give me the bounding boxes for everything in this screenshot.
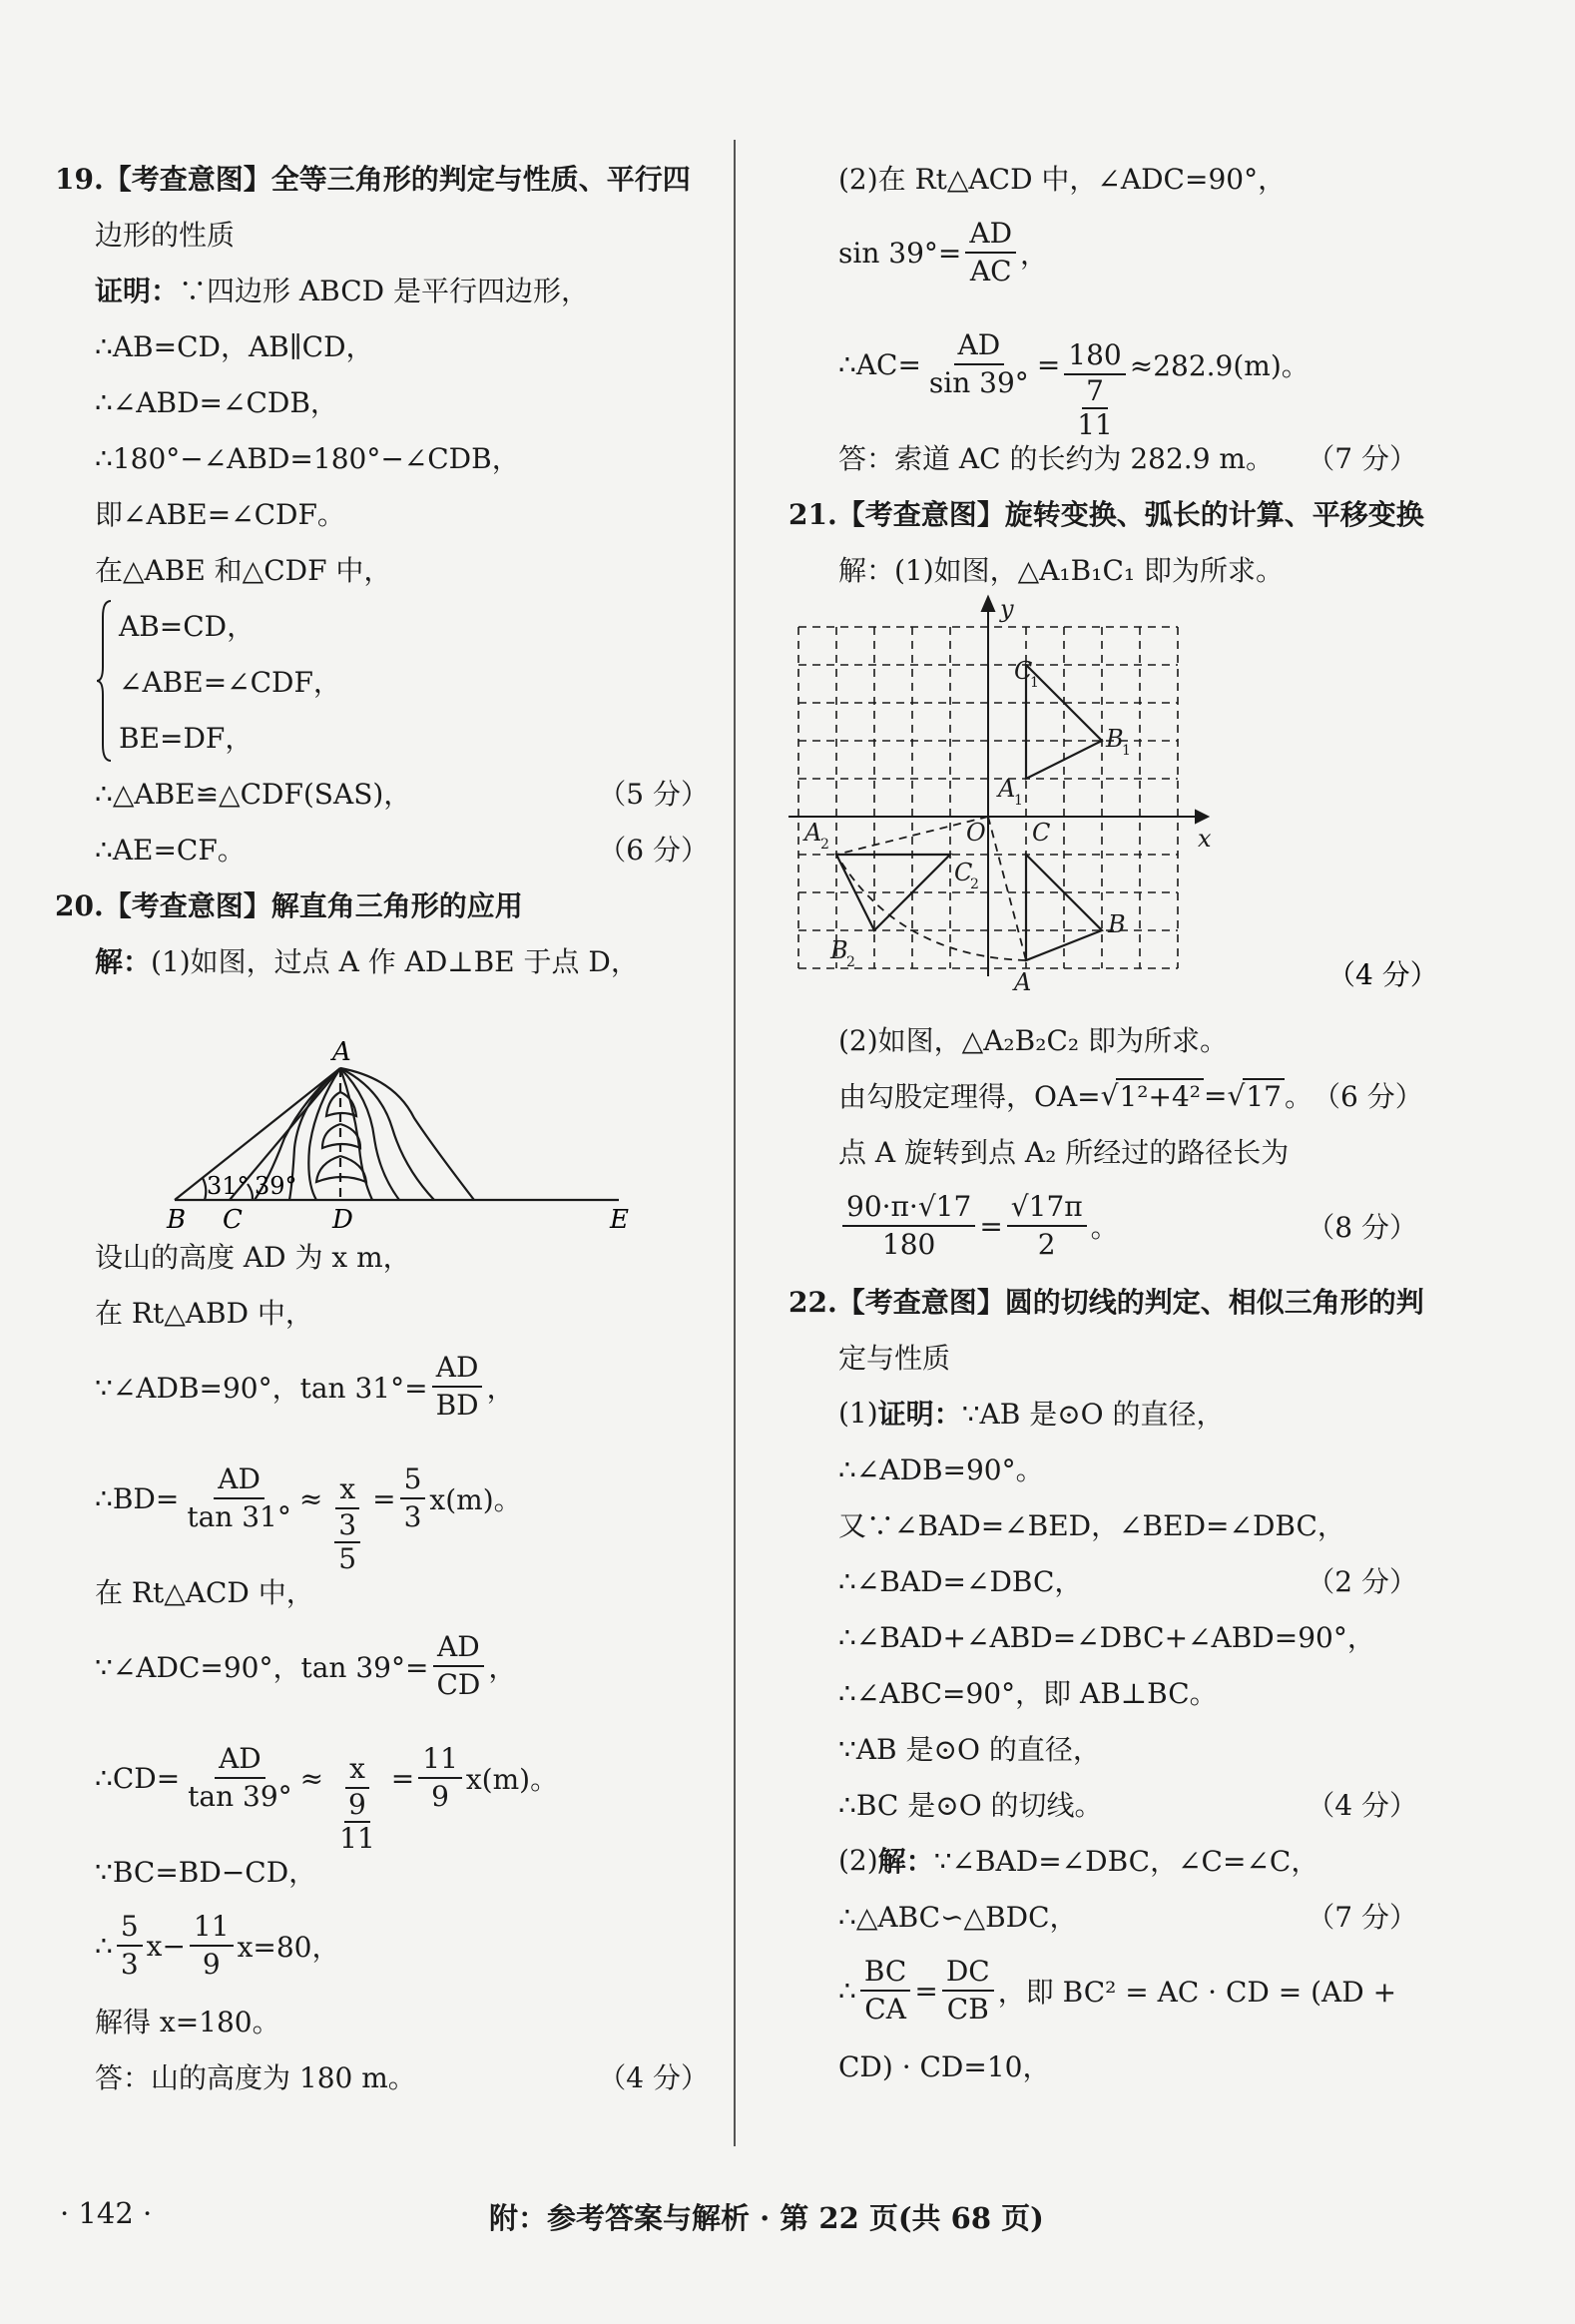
mountain-diagram	[55, 988, 709, 1235]
fraction	[117, 1909, 143, 1983]
denominator: BD	[435, 1389, 479, 1422]
text: =	[979, 1209, 1003, 1243]
label-A: A	[1014, 968, 1032, 996]
rotation-arc	[836, 855, 1026, 960]
denominator: tan 39°	[188, 1780, 292, 1813]
text: ∴∠BAD=∠DBC，	[838, 1565, 1083, 1598]
q22-l11	[788, 1944, 1417, 2037]
q19-l3: ∴∠ABD=∠CDB，	[95, 386, 338, 419]
q20-l3: 在 Rt△ABD 中，	[95, 1297, 313, 1330]
q20-l11: 解得 x=180。	[95, 2006, 280, 2038]
score: （7 分）	[1307, 1901, 1417, 1934]
q20-l4	[55, 1340, 709, 1434]
q22-l10-row	[788, 1888, 1417, 1944]
text: =	[390, 1761, 415, 1795]
q19-l6: 在△ABE 和△CDF 中，	[95, 554, 392, 587]
numerator: BC	[860, 1954, 911, 1992]
text: ≈	[299, 1761, 324, 1795]
label-B2: B	[830, 936, 848, 964]
fraction	[190, 1909, 234, 1983]
q22-l6: ∴∠ABC=90°，即 AB⊥BC。	[838, 1677, 1218, 1710]
inner-fraction	[334, 1509, 360, 1575]
denominator: CD	[436, 1668, 481, 1701]
denominator: 11	[339, 1822, 375, 1855]
sqrt-icon: √	[1227, 1078, 1246, 1112]
score: （6 分）	[1312, 1080, 1423, 1113]
q19-header-cont: 边形的性质	[95, 219, 236, 252]
sys-line3: BE=DF，	[119, 722, 254, 755]
numerator: DC	[942, 1954, 994, 1992]
numerator: 9	[344, 1789, 370, 1823]
q20b-l4: 答：索道 AC 的长约为 282.9 m。	[838, 442, 1274, 475]
angle-39: 39°	[255, 1172, 297, 1200]
q19-l1: ∵四边形 ABCD 是平行四边形，	[179, 275, 590, 307]
q21-l3	[788, 1067, 1423, 1123]
compound-fraction	[326, 1471, 368, 1575]
numerator: AD	[432, 1350, 483, 1388]
q22-l2: ∴∠ADB=90°。	[838, 1453, 1044, 1486]
label-B: B	[167, 1205, 187, 1235]
solution-label: 解：	[877, 1845, 934, 1878]
q20-l12: 答：山的高度为 180 m。	[95, 2061, 416, 2094]
subscript: 1	[1122, 743, 1131, 759]
numerator: x	[345, 1751, 369, 1789]
sqrt-icon: √	[1100, 1078, 1119, 1112]
denominator: CA	[864, 1993, 906, 2026]
q22-l8-row	[788, 1776, 1417, 1832]
text: ≈	[298, 1481, 323, 1515]
score: （4 分）	[598, 2061, 709, 2094]
solution-label: 解：	[95, 945, 152, 978]
score: （5 分）	[598, 778, 709, 811]
text: =	[1204, 1078, 1228, 1112]
text: =	[372, 1481, 396, 1515]
text: x=80，	[237, 1931, 340, 1964]
q21-header: 21.【考查意图】旋转变换、弧长的计算、平移变换	[788, 498, 1424, 531]
numerator: AD	[214, 1461, 264, 1499]
text: ∴△ABC∽△BDC，	[838, 1901, 1078, 1934]
denominator: AC	[969, 255, 1012, 288]
denominator	[1065, 375, 1125, 441]
denominator: sin 39°	[928, 366, 1029, 399]
denominator: CB	[946, 1993, 989, 2026]
footer-title: 附：参考答案与解析 · 第 22 页(共 68 页)	[489, 2201, 1044, 2235]
q22-l5: ∴∠BAD+∠ABD=∠DBC+∠ABD=90°，	[838, 1621, 1375, 1654]
q20-l8	[55, 1713, 709, 1855]
label-C: C	[1032, 819, 1051, 847]
mountain-figure	[55, 988, 709, 1235]
score: （4 分）	[1307, 1789, 1417, 1822]
fraction	[860, 1954, 911, 2028]
fraction	[432, 1350, 483, 1424]
radicand: 1²+4²	[1116, 1078, 1204, 1113]
q20-l9: ∵BC=BD−CD，	[95, 1856, 317, 1889]
q21-l5	[788, 1179, 1417, 1273]
label-A: A	[332, 1037, 351, 1067]
fraction	[942, 1954, 994, 2028]
label-O: O	[966, 819, 986, 847]
page-footer	[0, 2186, 1575, 2246]
label-B1: B	[1106, 725, 1124, 753]
q20-l1: (1)如图，过点 A 作 AD⊥BE 于点 D，	[151, 945, 639, 978]
q19-l8-row	[55, 821, 709, 876]
q22-l9	[788, 1832, 1417, 1888]
denominator: tan 31°	[187, 1500, 291, 1533]
q20-l7	[55, 1619, 709, 1713]
q20-l6: 在 Rt△ACD 中，	[95, 1576, 314, 1609]
fraction	[184, 1741, 296, 1815]
sys-line1: AB=CD，	[119, 610, 256, 643]
sys-line2: ∠ABE=∠CDF，	[119, 666, 341, 699]
equation-system	[55, 597, 709, 765]
q21-l2: (2)如图，△A₂B₂C₂ 即为所求。	[838, 1024, 1228, 1057]
text: ∵∠ADC=90°，tan 39°=	[95, 1651, 429, 1684]
q20-l2: 设山的高度 AD 为 x m，	[95, 1241, 411, 1274]
text: ，	[1020, 238, 1049, 271]
text: x−	[146, 1929, 186, 1963]
subscript: 2	[970, 876, 979, 892]
text: ，即 BC² = AC · CD = (AD +	[997, 1976, 1397, 2009]
denominator: 11	[1077, 408, 1113, 441]
q20-header: 20.【考查意图】解直角三角形的应用	[55, 889, 523, 922]
left-column	[55, 150, 709, 2104]
text: =	[1036, 347, 1061, 381]
text: 。	[1090, 1211, 1119, 1244]
inner-fraction	[335, 1789, 379, 1855]
label-C2: C	[954, 859, 973, 886]
score: （4 分）	[1327, 958, 1438, 991]
label-C: C	[223, 1205, 243, 1235]
column-divider	[734, 140, 736, 2146]
label-B: B	[1108, 910, 1126, 938]
text: 由勾股定理得，OA=	[838, 1080, 1101, 1113]
denominator: 9	[202, 1948, 221, 1981]
numerator: AD	[215, 1741, 265, 1779]
text: ∴	[838, 1974, 856, 2008]
label-y: y	[1000, 595, 1014, 623]
denominator: 5	[338, 1542, 357, 1575]
score: （2 分）	[1307, 1565, 1417, 1598]
fraction	[965, 216, 1016, 290]
denominator	[327, 1789, 387, 1855]
text: ∴AC=	[838, 347, 921, 381]
x-arrow-icon	[1196, 811, 1208, 823]
numerator: 3	[334, 1509, 360, 1543]
text: ，	[486, 1372, 515, 1405]
q22-l1	[788, 1385, 1417, 1441]
numerator: 180	[1064, 337, 1125, 375]
text: ∵AB 是⊙O 的直径，	[961, 1398, 1225, 1431]
q20-line1	[55, 932, 709, 988]
q19-l7: ∴△ABE≌△CDF(SAS)，	[95, 778, 412, 811]
proof-label: 证明：	[877, 1398, 962, 1431]
numerator: 11	[190, 1909, 234, 1947]
text: =	[914, 1974, 938, 2008]
q22-l3: 又∵∠BAD=∠BED，∠BED=∠DBC，	[838, 1509, 1345, 1542]
numerator: AD	[954, 327, 1005, 365]
compound-fraction	[1064, 337, 1125, 441]
y-arrow-icon	[982, 597, 994, 611]
q20-l5	[55, 1434, 709, 1575]
q20b-l4-row	[788, 429, 1417, 485]
subscript: 1	[1014, 793, 1023, 809]
numerator: 90·π·√17	[842, 1189, 975, 1227]
grid-figure	[788, 595, 1438, 1011]
q20b-l2	[788, 206, 1417, 299]
coordinate-grid	[788, 595, 1438, 1011]
numerator: x	[335, 1471, 359, 1509]
right-column	[788, 150, 1438, 2093]
q20-l10	[55, 1899, 709, 1993]
fraction	[418, 1741, 462, 1815]
text: ∴BD=	[95, 1481, 180, 1515]
score: （8 分）	[1307, 1211, 1417, 1244]
q22-l4-row	[788, 1552, 1417, 1608]
label-A1: A	[998, 775, 1016, 803]
left-brace-icon	[95, 597, 113, 765]
q20-l12-row	[55, 2048, 709, 2104]
text: ≈282.9(m)。	[1129, 349, 1310, 382]
text: x(m)。	[429, 1483, 522, 1516]
text: x(m)。	[465, 1763, 559, 1796]
text: ∴	[95, 1929, 113, 1963]
denominator	[326, 1509, 368, 1575]
fraction	[432, 1629, 484, 1703]
q22-header: 22.【考查意图】圆的切线的判定、相似三角形的判	[788, 1286, 1424, 1319]
numerator: 5	[117, 1909, 143, 1947]
text: 。	[1284, 1080, 1312, 1113]
compound-fraction	[327, 1751, 387, 1855]
label-D: D	[332, 1205, 353, 1235]
text: ∵∠ADB=90°，tan 31°=	[95, 1372, 428, 1405]
fraction	[842, 1189, 975, 1263]
denominator: 9	[431, 1780, 449, 1813]
label-E: E	[610, 1205, 629, 1235]
q19-l2: ∴AB=CD，AB∥CD，	[95, 330, 374, 363]
q22-header-cont: 定与性质	[838, 1342, 951, 1375]
fraction	[1007, 1189, 1087, 1263]
subscript: 2	[820, 837, 829, 853]
q19-line1	[55, 262, 709, 317]
text: ∵∠BAD=∠DBC，∠C=∠C，	[933, 1845, 1319, 1878]
fraction	[925, 327, 1033, 401]
q21-l4: 点 A 旋转到点 A₂ 所经过的路径长为	[838, 1136, 1290, 1169]
q20b-l1: (2)在 Rt△ACD 中，∠ADC=90°，	[838, 163, 1287, 196]
text: sin 39°=	[838, 236, 962, 270]
denominator: 3	[403, 1500, 422, 1533]
q20b-l3	[788, 299, 1417, 441]
denominator: 3	[120, 1948, 139, 1981]
numerator: AD	[433, 1629, 484, 1667]
score: （6 分）	[598, 834, 709, 867]
q22-l12: CD) · CD=10，	[838, 2050, 1051, 2083]
proof-label: 证明：	[95, 275, 180, 307]
q19-l7-row	[55, 765, 709, 821]
label-A2: A	[804, 819, 822, 847]
q19-header: 19.【考查意图】全等三角形的判定与性质、平行四	[55, 163, 691, 196]
q19-l8: ∴AE=CF。	[95, 834, 246, 867]
text: ，	[488, 1651, 517, 1684]
subscript: 2	[846, 954, 855, 970]
angle-31: 31°	[207, 1172, 250, 1200]
q21-l1: 解：(1)如图，△A₁B₁C₁ 即为所求。	[838, 554, 1284, 587]
numerator: 5	[400, 1461, 426, 1499]
subscript: 1	[1030, 675, 1039, 691]
text: ∴BC 是⊙O 的切线。	[838, 1789, 1103, 1822]
numerator: 11	[418, 1741, 462, 1779]
denominator: 2	[1037, 1228, 1056, 1261]
numerator: AD	[965, 216, 1016, 254]
denominator: 180	[881, 1228, 936, 1261]
score: （7 分）	[1307, 442, 1417, 475]
text: ∴CD=	[95, 1761, 181, 1795]
numerator: √17π	[1007, 1189, 1087, 1227]
page-number: · 142 ·	[60, 2196, 153, 2230]
text: (2)	[838, 1843, 878, 1877]
radicand: 17	[1243, 1078, 1285, 1113]
label-x: x	[1198, 825, 1212, 853]
numerator: 7	[1082, 375, 1108, 409]
fraction	[183, 1461, 295, 1535]
text: (1)	[838, 1396, 878, 1430]
fraction	[400, 1461, 426, 1535]
inner-fraction	[1073, 375, 1117, 441]
q19-l4: ∴180°−∠ABD=180°−∠CDB，	[95, 442, 520, 475]
q19-l5: 即∠ABE=∠CDF。	[95, 498, 345, 531]
q22-l7: ∵AB 是⊙O 的直径，	[838, 1733, 1101, 1766]
label-C1: C	[1014, 657, 1033, 685]
line-OA	[988, 817, 1026, 960]
